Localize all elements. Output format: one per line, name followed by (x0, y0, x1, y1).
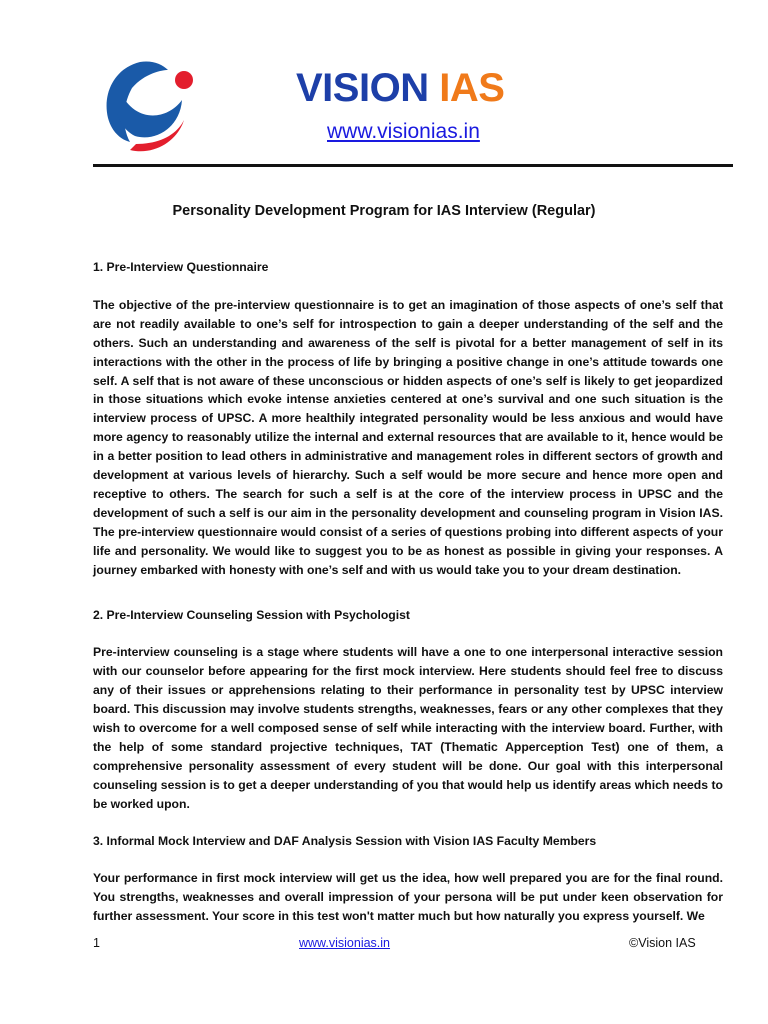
brand-primary: VISION (296, 66, 429, 110)
header-website-link[interactable]: www.visionias.in (327, 120, 480, 143)
section-heading: 3. Informal Mock Interview and DAF Analysis Session with Vision IAS Faculty Members (93, 833, 597, 848)
page-number: 1 (93, 936, 100, 950)
section-paragraph: Your performance in first mock interview will get us the idea, how well prepared you are for the final round. You strengths, weaknesses and overall impression of your persona will be put under keen observation for further assessment. Your score in this test won't matter much but how naturally you express yourself. We (93, 871, 723, 924)
section-heading: 2. Pre-Interview Counseling Session with Psychologist (93, 607, 410, 622)
brand-accent: IAS (439, 66, 505, 110)
header-divider (93, 164, 733, 167)
footer-website-link[interactable]: www.visionias.in (299, 936, 391, 950)
vision-ias-logo-icon (100, 58, 200, 158)
section-paragraph: The objective of the pre-interview questionnaire is to get an imagination of those aspects of one’s self that are not readily available to one’s self for introspection to gain a deeper understanding of the self and the others. Such an understanding and awareness of the self is pivotal for a better management of self in its interactions with the other in the process of life by bringing a positive change in one’s attitude towards one self. A self that is not aware of these unconscious or hidden aspects of one’s self is likely to get jeopardized in those situations which evoke intense anxieties centered at one’s survival and one such situation is the interview process of UPSC. A more healthily integrated personality would be less anxious and would have more agency to reasonably utilize the internal and external resources that are available to it, hence would be in a better position to lead others in administrative and management roles in different sectors of growth and development at various levels of hierarchy. Such a self would be more secure and hence more open and receptive to others. The search for such a self is at the core of the interview process in UPSC and the development of such a self is our aim in the personality development and counseling program in Vision IAS. The pre-interview questionnaire would consist of a series of questions probing into different aspects of your life and personality. We would like to suggest you to be as honest as possible in giving your responses. A journey embarked with honesty with one’s self and with us would take you to your dream destination. (93, 297, 723, 577)
section-heading: 1. Pre-Interview Questionnaire (93, 260, 269, 274)
footer-copyright: ©Vision IAS (629, 936, 696, 950)
document-body (93, 258, 723, 952)
section-paragraph: Pre-interview counseling is a stage where students will have a one to one interpersonal interactive session with our counselor before appearing for the first mock interview. Here students should feel free to discuss any of their issues or apprehensions relating to their performance in personality test by UPSC interview board. This discussion may involve students strengths, weaknesses, fears or any other complexes that they wish to overcome for a well composed sense of self while interacting with the interview board. Further, with the help of some standard projective techniques, TAT (Thematic Apperception Test) one of them, a comprehensive personality assessment of every student will be done. Our goal with this interpersonal counseling session is to get a deeper understanding of you that would help us identify areas which needs to be worked upon. (93, 645, 723, 811)
brand-name (296, 66, 504, 111)
document-title: Personality Development Program for IAS Interview (Regular) (172, 203, 596, 219)
